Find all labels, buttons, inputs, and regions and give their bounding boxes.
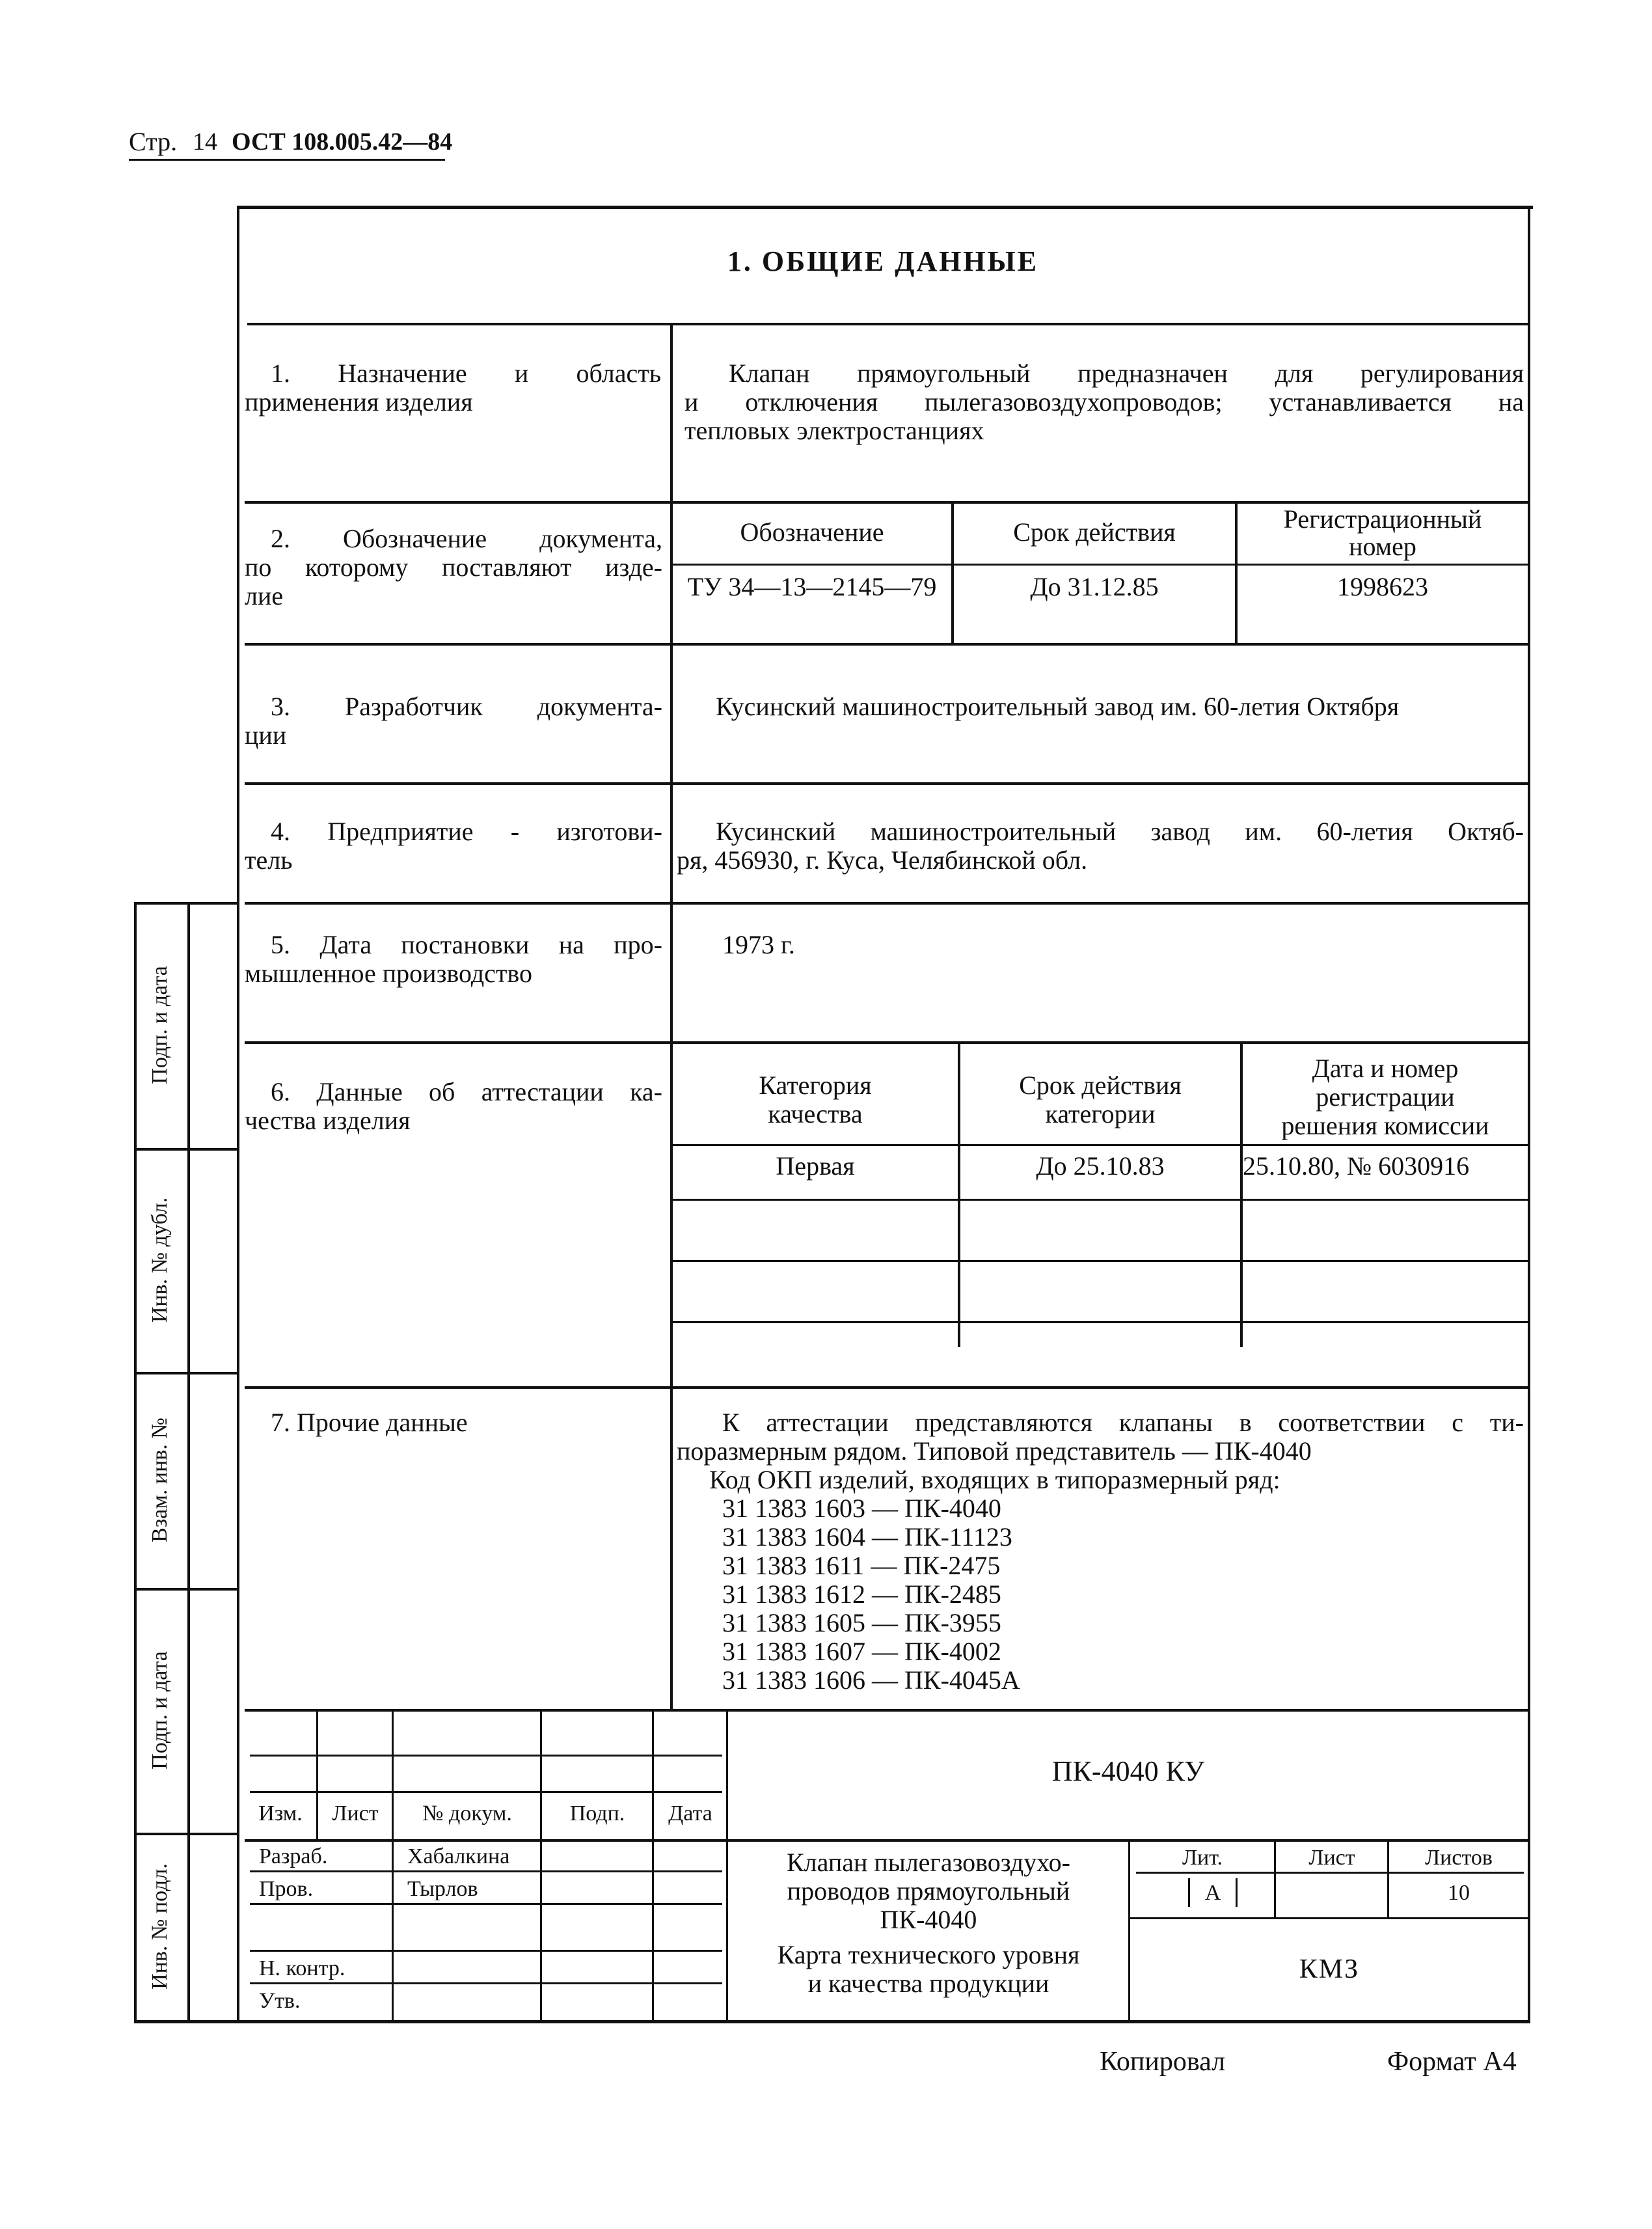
role-row-line-2 [250, 1903, 722, 1905]
rev-col-div-5 [726, 1709, 728, 2021]
row6-h2-line2: категории [1045, 1099, 1156, 1128]
role-checker: Пров. [259, 1877, 314, 1901]
side-stamp-label-repl-inv: Взам. инв. № [148, 1417, 172, 1542]
row6-h3-line1: Дата и номер [1312, 1054, 1459, 1083]
titleblock-mid [245, 1839, 1528, 1842]
row1-value-line3: тепловых электростанциях [684, 416, 984, 445]
row4-label-line1: 4. Предприятие - изготови- [271, 817, 662, 846]
row2-label-line2: по которому поставляют изде- [245, 553, 662, 582]
sheets-label: Листов [1425, 1846, 1493, 1870]
row2-value-validity: До 31.12.85 [1030, 572, 1159, 601]
role-norm-control: Н. контр. [259, 1956, 345, 1980]
row4-value-line1: Кусинский машиностроительный завод им. 60-летия Октяб- [716, 817, 1524, 846]
side-stamp-label-sign-date-1: Подп. и дата [148, 966, 172, 1084]
row4-label-line2: тель [245, 845, 293, 875]
row6-h3-line3: решения комиссии [1281, 1111, 1489, 1140]
row6-label-line1: 6. Данные об аттестации ка- [271, 1077, 662, 1106]
rev-header-date: Дата [668, 1801, 712, 1826]
row5-separator [245, 1041, 1528, 1044]
side-stamp-label-sign-date-2: Подп. и дата [148, 1651, 172, 1770]
row7-code-3: 31 1383 1611 — ПК-2475 [722, 1551, 1001, 1580]
row7-text-line2: поразмерным рядом. Типовой представитель — ПК-4040 [677, 1436, 1312, 1466]
page-label: Стр. [129, 127, 178, 156]
product-name-line3: ПК-4040 [880, 1905, 977, 1934]
rev-row-line-1 [250, 1755, 722, 1757]
frame-bottom [134, 2020, 1530, 2023]
standard-number: ОСТ 108.005.42—84 [232, 128, 453, 156]
role-row-line-1 [250, 1870, 722, 1872]
titleblock-top [245, 1709, 1528, 1712]
lit-col-right [1274, 1839, 1276, 1919]
row1-label-line1: 1. Назначение и область [271, 359, 661, 388]
row5-label-line1: 5. Дата постановки на про- [271, 930, 662, 959]
side-stamp-label-dup-inv: Инв. № дубл. [148, 1197, 172, 1323]
rev-header-change: Изм. [258, 1801, 303, 1826]
row6-label-line2: чества изделия [245, 1106, 411, 1135]
role-approved: Утв. [259, 1989, 301, 2013]
side-stamp-inner [187, 902, 190, 2023]
row2-header-reg-line2: номер [1349, 532, 1416, 561]
row5-value: 1973 г. [722, 930, 795, 959]
row7-code-5: 31 1383 1605 — ПК-3955 [722, 1608, 1001, 1637]
row1-label-line2: применения изделия [245, 387, 473, 417]
row6-empty-line-1 [673, 1199, 1528, 1201]
frame-left [237, 206, 239, 2021]
row7-text-line3: Код ОКП изделий, входящих в типоразмерный ряд: [709, 1465, 1280, 1494]
developer-name: Хабалкина [407, 1844, 510, 1868]
row4-separator [245, 902, 1528, 905]
organization: КМЗ [1299, 1954, 1360, 1984]
role-row-line-4 [250, 1982, 722, 1984]
row7-code-6: 31 1383 1607 — ПК-4002 [722, 1637, 1001, 1666]
row6-h1-line2: качества [768, 1099, 863, 1128]
rev-header-docnum: № докум. [422, 1801, 512, 1826]
product-name-line1: Клапан пылегазовоздухо- [787, 1848, 1070, 1877]
lit-label: Лит. [1182, 1846, 1223, 1870]
row2-header-designation: Обозначение [740, 517, 884, 547]
side-stamp-label-orig-inv: Инв. № подл. [148, 1863, 172, 1990]
role-developer: Разраб. [259, 1844, 328, 1868]
row3-label-line2: ции [245, 720, 287, 750]
row6-value-validity: До 25.10.83 [1036, 1151, 1165, 1181]
row2-header-validity: Срок действия [1013, 517, 1176, 547]
row7-code-4: 31 1383 1612 — ПК-2485 [722, 1579, 1001, 1609]
checker-name: Тырлов [407, 1877, 478, 1901]
section-title: 1. ОБЩИЕ ДАННЫЕ [727, 245, 1039, 277]
row7-code-1: 31 1383 1603 — ПК-4040 [722, 1494, 1001, 1523]
row3-value: Кусинский машиностроительный завод им. 60-летия Октября [716, 692, 1400, 721]
copied-label: Копировал [1100, 2047, 1226, 2077]
row6-value-registration: 25.10.80, № 6030916 [1243, 1151, 1470, 1181]
document-type-line1: Карта технического уровня [777, 1940, 1080, 1969]
row2-label-line1: 2. Обозначение документа, [271, 524, 662, 553]
lit-value: А [1204, 1881, 1221, 1905]
row6-h1-line1: Категория [759, 1071, 872, 1100]
sheets-value: 10 [1448, 1881, 1470, 1905]
rev-header-sign: Подп. [569, 1801, 625, 1826]
sheet-label: Лист [1308, 1846, 1355, 1870]
row2-value-designation: ТУ 34—13—2145—79 [687, 572, 937, 601]
row5-label-line2: мышленное производство [245, 959, 533, 988]
title-separator [247, 323, 1528, 325]
row6-separator [245, 1386, 1528, 1389]
row6-value-category: Первая [776, 1151, 855, 1181]
product-col-right [1128, 1839, 1130, 2021]
row6-empty-line-2 [673, 1260, 1528, 1262]
row3-label-line1: 3. Разработчик документа- [271, 692, 662, 721]
row7-code-2: 31 1383 1604 — ПК-11123 [722, 1522, 1012, 1552]
product-name-line2: проводов прямоугольный [787, 1876, 1070, 1906]
role-row-line-3 [250, 1950, 722, 1952]
sheet-col-right [1387, 1839, 1389, 1919]
frame-top [238, 206, 1533, 209]
document-type-line2: и качества продукции [807, 1969, 1049, 1998]
rev-col-div-1 [316, 1709, 318, 1839]
row7-text-line1: К аттестации представляются клапаны в соответствии с ти- [722, 1408, 1524, 1437]
designation: ПК-4040 КУ [1051, 1755, 1205, 1787]
row2-header-reg-line1: Регистрационный [1283, 504, 1482, 534]
row7-label: 7. Прочие данные [271, 1408, 468, 1437]
row1-separator [245, 501, 1528, 504]
header-underline [129, 159, 445, 161]
lit-header-underline [1136, 1872, 1524, 1874]
rev-row-line-2 [250, 1791, 722, 1793]
row2-header-underline [673, 564, 1528, 566]
row7-code-7: 31 1383 1606 — ПК-4045А [722, 1665, 1020, 1695]
frame-right [1528, 206, 1530, 2021]
row2-label-line3: лие [245, 581, 284, 610]
row1-value-line2: и отключения пылегазовоздухопроводов; устанавливается на [684, 387, 1524, 417]
row6-header-underline [673, 1144, 1528, 1146]
format-label: Формат А4 [1387, 2047, 1517, 2077]
row2-value-reg: 1998623 [1337, 572, 1428, 601]
row4-value-line2: ря, 456930, г. Куса, Челябинской обл. [677, 845, 1088, 875]
row1-value-line1: Клапан прямоугольный предназначен для регулирования [729, 359, 1524, 388]
page-number: 14 [193, 128, 217, 156]
row6-h2-line1: Срок действия [1019, 1071, 1182, 1100]
row3-separator [245, 782, 1528, 785]
row2-separator [245, 643, 1528, 646]
lit-block-bottom [1128, 1917, 1528, 1919]
row6-h3-line2: регистрации [1316, 1082, 1455, 1112]
row6-empty-line-3 [673, 1321, 1528, 1323]
side-stamp-top [134, 902, 238, 905]
side-stamp-outer-left [134, 902, 137, 2023]
rev-header-sheet: Лист [332, 1801, 379, 1826]
